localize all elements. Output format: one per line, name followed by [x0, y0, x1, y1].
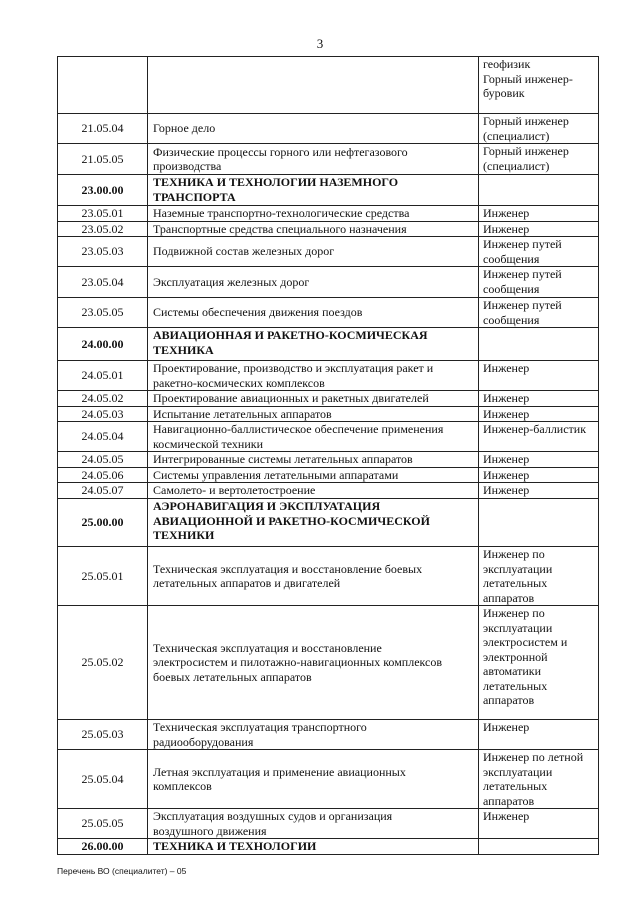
code-cell: 23.00.00 — [58, 175, 148, 206]
code-cell — [58, 57, 148, 114]
table-row — [58, 547, 599, 606]
table-row — [58, 809, 599, 839]
code-cell: 24.05.04 — [58, 422, 148, 452]
page-number: 3 — [316, 36, 324, 51]
code-cell: 25.05.05 — [58, 809, 148, 839]
qualification-cell: Инженер путей сообщения — [479, 267, 599, 298]
table-row — [58, 422, 599, 452]
code-cell: 24.05.05 — [58, 452, 148, 468]
qualification-cell: Инженер — [479, 406, 599, 422]
name-cell: Наземные транспортно-технологические средства — [148, 206, 479, 222]
table-row — [58, 467, 599, 483]
table-row — [58, 452, 599, 468]
code-cell: 24.05.07 — [58, 483, 148, 499]
table-row — [58, 606, 599, 720]
qualification-cell: Инженер путей сообщения — [479, 237, 599, 267]
code-cell: 25.05.01 — [58, 547, 148, 606]
qualification-cell: Инженер по эксплуатации электросистем и электронной автоматики летательных аппаратов — [479, 606, 599, 720]
qualification-cell: геофизик Горный инженер- буровик — [479, 57, 599, 114]
code-cell: 21.05.04 — [58, 114, 148, 144]
group-row — [58, 328, 599, 361]
table-row — [58, 391, 599, 407]
name-cell: Техническая эксплуатация и восстановление электросистем и пилотажно-навигационных комплексов боевых летательных аппаратов — [148, 606, 479, 720]
qualification-cell: Инженер — [479, 391, 599, 407]
qualification-cell: Инженер — [479, 221, 599, 237]
name-cell: Техническая эксплуатация и восстановление боевых летательных аппаратов и двигателей — [148, 547, 479, 606]
name-cell: Системы обеспечения движения поездов — [148, 298, 479, 328]
qualification-cell: Инженер — [479, 206, 599, 222]
name-cell: Эксплуатация воздушных судов и организация воздушного движения — [148, 809, 479, 839]
name-cell: Летная эксплуатация и применение авиационных комплексов — [148, 750, 479, 809]
qualification-cell: Инженер — [479, 452, 599, 468]
qualification-cell: Инженер — [479, 361, 599, 391]
code-cell: 24.05.06 — [58, 467, 148, 483]
code-cell: 26.00.00 — [58, 839, 148, 855]
name-cell: Физические процессы горного или нефтегазового производства — [148, 144, 479, 175]
code-cell: 24.05.03 — [58, 406, 148, 422]
code-cell: 23.05.05 — [58, 298, 148, 328]
name-cell: Транспортные средства специального назначения — [148, 221, 479, 237]
table-row — [58, 237, 599, 267]
code-cell: 24.00.00 — [58, 328, 148, 361]
name-cell: Горное дело — [148, 114, 479, 144]
name-cell: ТЕХНИКА И ТЕХНОЛОГИИ НАЗЕМНОГО ТРАНСПОРТА — [148, 175, 479, 206]
table-row — [58, 298, 599, 328]
group-row — [58, 175, 599, 206]
table-row — [58, 144, 599, 175]
table-row — [58, 114, 599, 144]
qualification-cell: Инженер — [479, 483, 599, 499]
code-cell: 25.00.00 — [58, 499, 148, 547]
qualification-cell: Горный инженер (специалист) — [479, 144, 599, 175]
name-cell: ТЕХНИКА И ТЕХНОЛОГИИ — [148, 839, 479, 855]
qualification-cell: Инженер по летной эксплуатации летательных аппаратов — [479, 750, 599, 809]
table-row — [58, 750, 599, 809]
group-row — [58, 839, 599, 855]
specialties-table — [57, 56, 599, 855]
qualification-cell — [479, 499, 599, 547]
code-cell: 25.05.02 — [58, 606, 148, 720]
qualification-cell — [479, 839, 599, 855]
qualification-cell — [479, 328, 599, 361]
name-cell — [148, 57, 479, 114]
qualification-cell: Инженер-баллистик — [479, 422, 599, 452]
table-row — [58, 221, 599, 237]
group-row — [58, 499, 599, 547]
qualification-cell: Инженер — [479, 809, 599, 839]
qualification-cell — [479, 175, 599, 206]
table-row — [58, 406, 599, 422]
name-cell: Интегрированные системы летательных аппаратов — [148, 452, 479, 468]
footer-text: Перечень ВО (специалитет) – 05 — [57, 866, 187, 876]
code-cell: 25.05.03 — [58, 720, 148, 750]
code-cell: 23.05.01 — [58, 206, 148, 222]
code-cell: 23.05.04 — [58, 267, 148, 298]
table-row — [58, 57, 599, 114]
name-cell: АВИАЦИОННАЯ И РАКЕТНО-КОСМИЧЕСКАЯ ТЕХНИКА — [148, 328, 479, 361]
table-row — [58, 206, 599, 222]
code-cell: 25.05.04 — [58, 750, 148, 809]
name-cell: АЭРОНАВИГАЦИЯ И ЭКСПЛУАТАЦИЯ АВИАЦИОННОЙ И РАКЕТНО-КОСМИЧЕСКОЙ ТЕХНИКИ — [148, 499, 479, 547]
table-body — [58, 57, 599, 855]
table-row — [58, 483, 599, 499]
name-cell: Техническая эксплуатация транспортного радиооборудования — [148, 720, 479, 750]
qualification-cell: Инженер — [479, 467, 599, 483]
table-row — [58, 720, 599, 750]
name-cell: Подвижной состав железных дорог — [148, 237, 479, 267]
name-cell: Эксплуатация железных дорог — [148, 267, 479, 298]
name-cell: Системы управления летательными аппаратами — [148, 467, 479, 483]
table-row — [58, 267, 599, 298]
name-cell: Испытание летательных аппаратов — [148, 406, 479, 422]
name-cell: Навигационно-баллистическое обеспечение применения космической техники — [148, 422, 479, 452]
table-row — [58, 361, 599, 391]
qualification-cell: Инженер путей сообщения — [479, 298, 599, 328]
name-cell: Самолето- и вертолетостроение — [148, 483, 479, 499]
qualification-cell: Инженер — [479, 720, 599, 750]
code-cell: 24.05.01 — [58, 361, 148, 391]
code-cell: 23.05.03 — [58, 237, 148, 267]
code-cell: 21.05.05 — [58, 144, 148, 175]
qualification-cell: Горный инженер (специалист) — [479, 114, 599, 144]
code-cell: 23.05.02 — [58, 221, 148, 237]
name-cell: Проектирование, производство и эксплуатация ракет и ракетно-космических комплексов — [148, 361, 479, 391]
qualification-cell: Инженер по эксплуатации летательных аппаратов — [479, 547, 599, 606]
name-cell: Проектирование авиационных и ракетных двигателей — [148, 391, 479, 407]
code-cell: 24.05.02 — [58, 391, 148, 407]
